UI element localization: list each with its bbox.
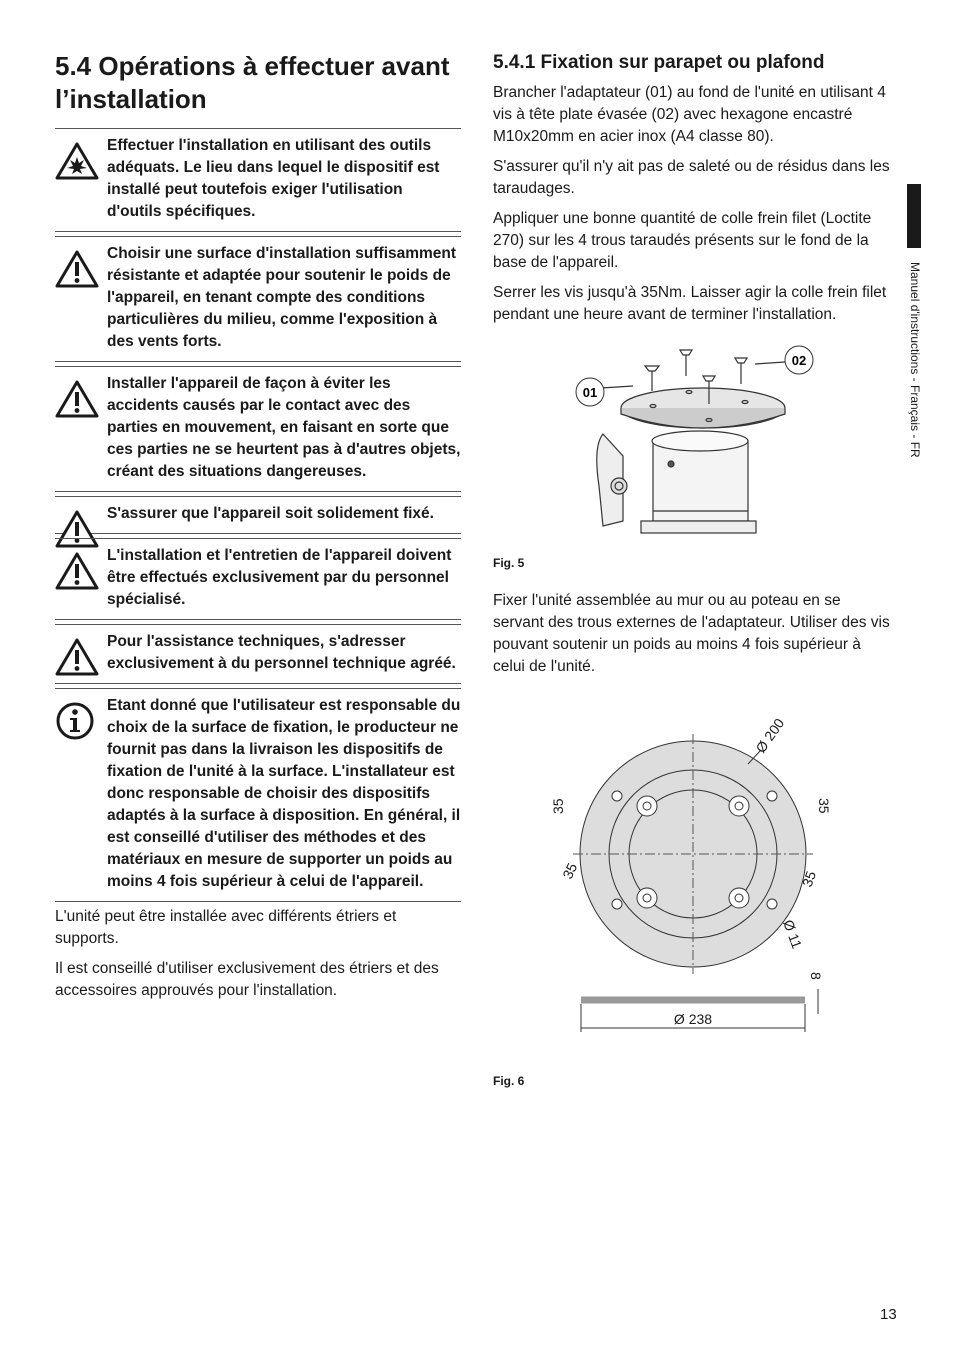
warning-triangle-icon — [55, 379, 99, 419]
info-icon — [55, 701, 99, 741]
warning-notice — [55, 624, 461, 684]
paragraph: S'assurer qu'il n'y ait pas de saleté ou de résidus dans les taraudages. — [493, 158, 890, 197]
dimension-thickness: 8 — [808, 972, 824, 980]
warning-text: Etant donné que l'utilisateur est responsable du choix de la surface de fixation, le producteur ne fournit pas dans la livraison les dispositifs de fixation de l'unité à la surface. L'installateur est donc responsable de choisir des dispositifs adaptés à la surface à disposition. En général, il est conseillé d'utiliser des méthodes et des matériaux en mesure de supporter un poids au moins 4 fois supérieur à celui de l'appareil. — [107, 697, 461, 890]
callout-02: 02 — [791, 353, 807, 368]
warning-text: L'installation et l'entretien de l'appareil doivent être effectués exclusivement par du personnel spécialisé. — [107, 547, 452, 608]
warning-text: Pour l'assistance techniques, s'adresser exclusivement à du personnel technique agréé. — [107, 633, 456, 672]
paragraph: Fixer l'unité assemblée au mur ou au poteau en se servant des trous externes de l'adaptateur. Utiliser des vis pouvant soutenir un poids au moins 4 fois supérieur à celui de l'unité. — [493, 592, 890, 675]
right-column — [493, 50, 893, 1092]
warning-triangle-icon — [55, 249, 99, 289]
subsection-title: 5.4.1 Fixation sur parapet ou plafond — [493, 52, 825, 73]
warning-text: S'assurer que l'appareil soit solidement fixé. — [107, 505, 434, 522]
dimension-diameter-200: Ø 200 — [752, 715, 788, 756]
figure-6-dimension-drawing — [493, 714, 893, 1054]
dimension-hole-diameter: Ø 11 — [780, 917, 806, 951]
warning-notice — [55, 128, 461, 232]
page-number: 13 — [880, 1306, 897, 1323]
figure-5-adapter-drawing — [493, 336, 893, 536]
dimension-35: 35 — [816, 798, 832, 814]
section-title: 5.4 Opérations à effectuer avant l’installation — [55, 51, 450, 114]
warning-notice — [55, 538, 461, 620]
warning-text: Effectuer l'installation en utilisant des outils adéquats. Le lieu dans lequel le dispositif est installé peut toutefois exiger l'utilisation d'outils spécifiques. — [107, 137, 440, 220]
callout-01: 01 — [582, 385, 598, 400]
dimension-35: 35 — [550, 798, 566, 814]
left-column — [55, 50, 461, 1010]
paragraph: L'unité peut être installée avec différents étriers et supports. — [55, 908, 397, 947]
dimension-35: 35 — [559, 860, 581, 882]
paragraph: Appliquer une bonne quantité de colle frein filet (Loctite 270) sur les 4 trous taraudés présents sur le fond de la base de l'appareil. — [493, 210, 872, 271]
warning-notice — [55, 688, 461, 902]
sidebar-label: Manuel d'instructions - Français - FR — [908, 262, 922, 458]
warning-triangle-icon — [55, 551, 99, 591]
warning-notice — [55, 496, 461, 534]
warning-triangle-icon — [55, 637, 99, 677]
figure-5-label: Fig. 5 — [493, 556, 525, 570]
explosion-warning-icon — [55, 141, 99, 181]
figure-6-label: Fig. 6 — [493, 1074, 525, 1088]
warnings-list — [55, 128, 461, 902]
paragraph: Brancher l'adaptateur (01) au fond de l'unité en utilisant 4 vis à tête plate évasée (02) avec hexagone encastré M10x20mm en acier inox (A4 classe 80). — [493, 84, 886, 145]
paragraph: Il est conseillé d'utiliser exclusivement des étriers et des accessoires approuvés pour l'installation. — [55, 960, 439, 999]
dimension-35: 35 — [798, 868, 820, 890]
warning-text: Choisir une surface d'installation suffisamment résistante et adaptée pour soutenir le poids de l'appareil, en tenant compte des conditions particulières du milieu, comme l'exposition à des vents forts. — [107, 245, 457, 350]
sidebar-marker — [907, 184, 921, 248]
paragraph: Serrer les vis jusqu'à 35Nm. Laisser agir la colle frein filet pendant une heure avant de terminer l'installation. — [493, 284, 887, 323]
warning-notice — [55, 366, 461, 492]
warning-text: Installer l'appareil de façon à éviter les accidents causés par le contact avec des parties en mouvement, en faisant en sorte que ces parties ne se heurtent pas à d'autres objets, créant des situations dangereuses. — [107, 375, 461, 480]
warning-notice — [55, 236, 461, 362]
dimension-diameter-238: Ø 238 — [673, 1011, 713, 1027]
